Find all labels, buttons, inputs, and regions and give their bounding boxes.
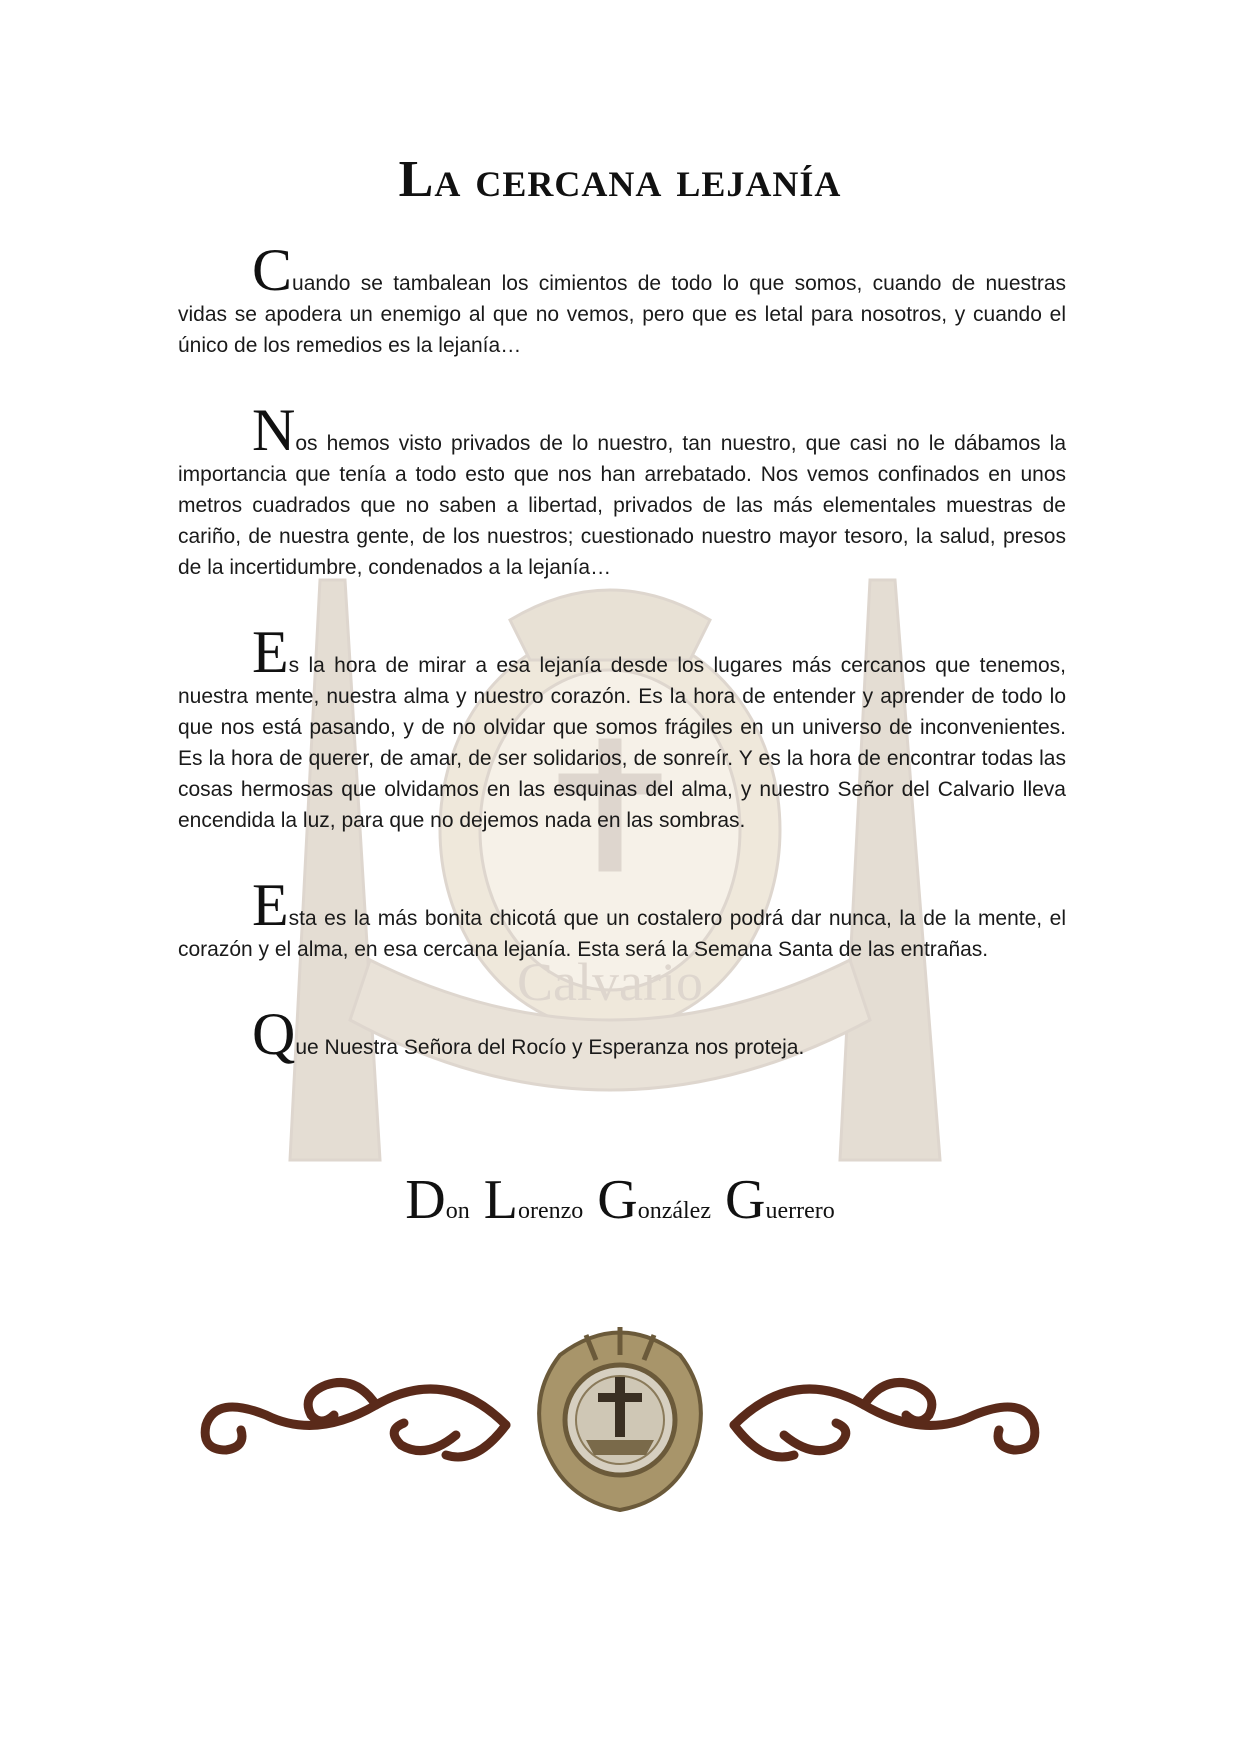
watermark-text: Calvario <box>517 952 703 1012</box>
signature-word: González <box>597 1169 711 1231</box>
paragraph-5 <box>178 1001 1066 1067</box>
page-title: La cercana lejanía <box>398 151 842 208</box>
scroll-ornament-icon <box>176 1315 1064 1515</box>
signature-word: Don <box>405 1169 470 1231</box>
drop-cap: C <box>252 237 293 303</box>
paragraph-1 <box>178 237 1066 361</box>
paragraph-text: ue Nuestra Señora del Rocío y Esperanza nos proteja. <box>295 1036 805 1059</box>
drop-cap: N <box>252 397 296 463</box>
paragraph-text: sta es la más bonita chicotá que un costalero podrá dar nunca, la de la mente, el corazón y el alma, en esa cercana lejanía. Esta será la Semana Santa de las entrañas. <box>178 907 1066 961</box>
paragraph-2 <box>178 397 1066 583</box>
paragraph-text: os hemos visto privados de lo nuestro, tan nuestro, que casi no le dábamos la importancia que tenía a todo esto que nos han arrebatado. Nos vemos confinados en unos metros cuadrados que no saben a libertad, privados de las más elementales muestras de cariño, de nuestra gente, de los nuestros; cuestionado nuestro mayor tesoro, la salud, presos de la incertidumbre, condenados a la lejanía… <box>178 432 1066 579</box>
drop-cap: E <box>252 872 289 938</box>
paragraph-text: uando se tambalean los cimientos de todo lo que somos, cuando de nuestras vidas se apodera un enemigo al que no vemos, pero que es letal para nosotros, y cuando el único de los remedios es la lejanía… <box>178 272 1066 357</box>
signature <box>0 1168 1240 1232</box>
drop-cap: E <box>252 619 289 685</box>
drop-cap: Q <box>252 1001 296 1067</box>
paragraph-text: s la hora de mirar a esa lejanía desde los lugares más cercanos que tenemos, nuestra mente, nuestra alma y nuestro corazón. Es la hora de entender y aprender de todo lo que nos está pasando, y de no olvidar que somos frágiles en un universo de inconvenientes. Es la hora de querer, de amar, de ser solidarios, de sonreír. Y es la hora de encontrar todas las cosas hermosas que olvidamos en las esquinas del alma, y nuestro Señor del Calvario lleva encendida la luz, para que no dejemos nada en las sombras. <box>178 654 1066 832</box>
body-text <box>178 237 1066 1117</box>
crest-seal-icon <box>539 1327 701 1510</box>
signature-word: Lorenzo <box>483 1169 584 1231</box>
paragraph-3 <box>178 619 1066 836</box>
paragraph-4 <box>178 872 1066 965</box>
signature-word: Guerrero <box>724 1169 835 1231</box>
